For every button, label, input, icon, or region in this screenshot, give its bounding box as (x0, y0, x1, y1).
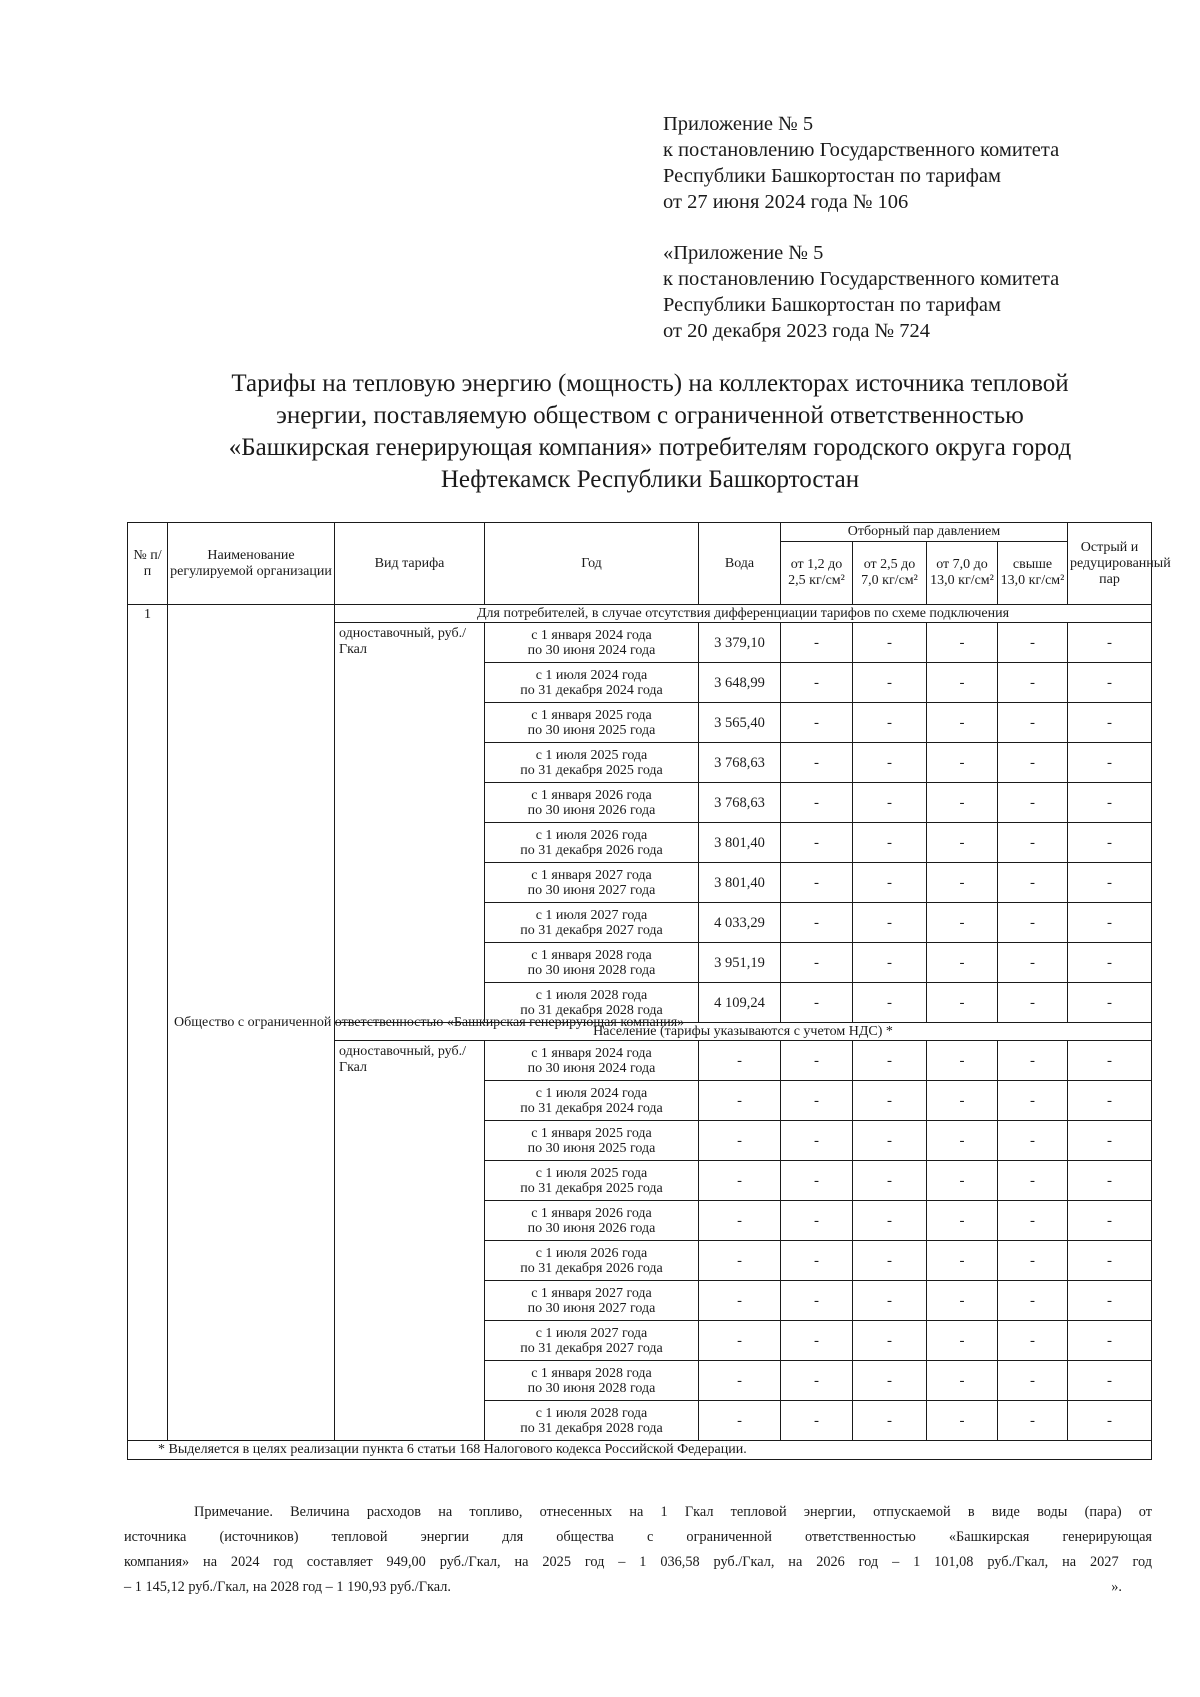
period-end: по 31 декабря 2024 года (520, 1100, 663, 1116)
steam-value: - (998, 703, 1068, 743)
steam-value: - (853, 1121, 927, 1161)
steam-value: - (998, 823, 1068, 863)
water-value: - (699, 1241, 781, 1281)
sharp-steam-value: - (1068, 1161, 1152, 1201)
water-value: - (699, 1041, 781, 1081)
water-value: 3 648,99 (699, 663, 781, 703)
steam-value: - (781, 743, 853, 783)
footnote: * Выделяется в целях реализации пункта 6 статьи 168 Налогового кодекса Российской Федерации. (128, 1441, 1152, 1460)
period-cell (485, 1321, 699, 1361)
water-value: - (699, 1161, 781, 1201)
steam-value: - (927, 823, 998, 863)
water-value: 3 379,10 (699, 623, 781, 663)
steam-value: - (781, 1161, 853, 1201)
steam-value: - (927, 943, 998, 983)
period-cell (485, 943, 699, 983)
steam-value: - (781, 703, 853, 743)
header-steam-group: Отборный пар давлением (781, 523, 1068, 542)
period-start: с 1 июля 2024 года (535, 1085, 648, 1101)
organization-name: Общество с ограниченной ответственностью «Башкирская генерирующая компания» (168, 605, 335, 1441)
steam-value: - (781, 1241, 853, 1281)
attachment-line: от 20 декабря 2023 года № 724 (663, 320, 930, 342)
sharp-steam-value: - (1068, 1401, 1152, 1441)
period-end: по 31 декабря 2028 года (520, 1420, 663, 1436)
steam-value: - (927, 983, 998, 1023)
steam-value: - (998, 1201, 1068, 1241)
period-end: по 30 июня 2027 года (527, 1300, 656, 1316)
period-end: по 30 июня 2024 года (527, 1060, 656, 1076)
period-start: с 1 января 2024 года (531, 1045, 652, 1061)
header-water: Вода (699, 523, 781, 605)
attachment-header-previous (663, 240, 1163, 344)
period-start: с 1 июля 2026 года (535, 1245, 648, 1261)
steam-value: - (781, 663, 853, 703)
sharp-steam-value: - (1068, 1201, 1152, 1241)
tariff-type: одноставочный, руб./Гкал (335, 623, 485, 1023)
sharp-steam-value: - (1068, 1121, 1152, 1161)
steam-value: - (781, 863, 853, 903)
tariff-type: одноставочный, руб./Гкал (335, 1041, 485, 1441)
steam-value: - (853, 823, 927, 863)
steam-value: - (853, 1241, 927, 1281)
period-end: по 31 декабря 2025 года (520, 1180, 663, 1196)
period-start: с 1 января 2028 года (531, 1365, 652, 1381)
period-start: с 1 января 2026 года (531, 1205, 652, 1221)
section-title: Для потребителей, в случае отсутствия дифференциации тарифов по схеме подключения (335, 605, 1152, 623)
steam-value: - (927, 623, 998, 663)
title-line: Нефтекамск Республики Башкортостан (440, 466, 860, 493)
section-title: Население (тарифы указываются с учетом НДС) * (335, 1023, 1152, 1041)
steam-value: - (927, 1361, 998, 1401)
period-start: с 1 января 2025 года (531, 1125, 652, 1141)
steam-value: - (998, 863, 1068, 903)
closing-quote: ». (1111, 1579, 1122, 1595)
period-start: с 1 июля 2027 года (535, 907, 648, 923)
attachment-line: Приложение № 5 (663, 113, 814, 135)
period-cell (485, 1041, 699, 1081)
steam-value: - (781, 903, 853, 943)
period-end: по 30 июня 2025 года (527, 1140, 656, 1156)
period-cell (485, 663, 699, 703)
period-end: по 31 декабря 2025 года (520, 762, 663, 778)
period-cell (485, 1201, 699, 1241)
steam-value: - (781, 1401, 853, 1441)
period-end: по 31 декабря 2024 года (520, 682, 663, 698)
water-value: - (699, 1321, 781, 1361)
footnote-row (128, 1441, 1152, 1460)
document-title (150, 368, 1150, 496)
steam-value: - (781, 783, 853, 823)
sharp-steam-value: - (1068, 1241, 1152, 1281)
row-number: 1 (128, 605, 168, 1441)
period-end: по 30 июня 2028 года (527, 1380, 656, 1396)
header-organization: Наименование регулируемой организации (168, 523, 335, 605)
sharp-steam-value: - (1068, 1361, 1152, 1401)
header-steam-4: свыше 13,0 кг/см² (998, 542, 1068, 605)
steam-value: - (927, 663, 998, 703)
header-steam-3: от 7,0 до 13,0 кг/см² (927, 542, 998, 605)
period-cell (485, 743, 699, 783)
note-line: источника (источников) тепловой энергии для общества с ограниченной ответственностью «Башкирская генерирующая (124, 1529, 1152, 1545)
sharp-steam-value: - (1068, 863, 1152, 903)
period-cell (485, 1241, 699, 1281)
steam-value: - (998, 1241, 1068, 1281)
steam-value: - (998, 1321, 1068, 1361)
attachment-line: Республики Башкортостан по тарифам (663, 165, 1001, 187)
water-value: 3 951,19 (699, 943, 781, 983)
period-end: по 30 июня 2026 года (527, 1220, 656, 1236)
steam-value: - (998, 1081, 1068, 1121)
water-value: - (699, 1361, 781, 1401)
sharp-steam-value: - (1068, 983, 1152, 1023)
tariff-table-body (128, 605, 1152, 1460)
steam-value: - (853, 1041, 927, 1081)
note-last-line-wrap (124, 1575, 1152, 1600)
period-end: по 31 декабря 2026 года (520, 842, 663, 858)
period-end: по 30 июня 2028 года (527, 962, 656, 978)
steam-value: - (853, 1361, 927, 1401)
steam-value: - (998, 1161, 1068, 1201)
period-cell (485, 1081, 699, 1121)
period-start: с 1 января 2025 года (531, 707, 652, 723)
section-row (128, 605, 1152, 623)
sharp-steam-value: - (1068, 903, 1152, 943)
period-start: с 1 июля 2026 года (535, 827, 648, 843)
steam-value: - (998, 663, 1068, 703)
sharp-steam-value: - (1068, 703, 1152, 743)
period-start: с 1 января 2026 года (531, 787, 652, 803)
period-cell (485, 1161, 699, 1201)
steam-value: - (781, 943, 853, 983)
period-cell (485, 903, 699, 943)
steam-value: - (927, 1281, 998, 1321)
steam-value: - (781, 1121, 853, 1161)
period-end: по 31 декабря 2026 года (520, 1260, 663, 1276)
period-cell (485, 703, 699, 743)
steam-value: - (927, 1241, 998, 1281)
title-line: энергии, поставляемую обществом с ограниченной ответственностью (276, 402, 1024, 429)
water-value: - (699, 1281, 781, 1321)
attachment-line: Республики Башкортостан по тарифам (663, 294, 1001, 316)
steam-value: - (781, 1361, 853, 1401)
steam-value: - (927, 703, 998, 743)
steam-value: - (853, 623, 927, 663)
period-cell (485, 623, 699, 663)
period-cell (485, 863, 699, 903)
attachment-line: «Приложение № 5 (663, 242, 824, 264)
steam-value: - (781, 1281, 853, 1321)
water-value: 3 801,40 (699, 863, 781, 903)
period-start: с 1 июля 2028 года (535, 1405, 648, 1421)
steam-value: - (853, 1401, 927, 1441)
water-value: - (699, 1201, 781, 1241)
steam-value: - (998, 943, 1068, 983)
sharp-steam-value: - (1068, 823, 1152, 863)
period-start: с 1 июля 2028 года (535, 987, 648, 1003)
steam-value: - (853, 743, 927, 783)
sharp-steam-value: - (1068, 1041, 1152, 1081)
steam-value: - (998, 1041, 1068, 1081)
period-cell (485, 783, 699, 823)
attachment-line: к постановлению Государственного комитета (663, 268, 1060, 290)
steam-value: - (853, 1161, 927, 1201)
period-start: с 1 июля 2024 года (535, 667, 648, 683)
period-start: с 1 января 2027 года (531, 867, 652, 883)
note (124, 1500, 1152, 1600)
steam-value: - (998, 783, 1068, 823)
steam-value: - (927, 743, 998, 783)
water-value: 3 768,63 (699, 783, 781, 823)
steam-value: - (781, 1041, 853, 1081)
header-year: Год (485, 523, 699, 605)
steam-value: - (853, 1281, 927, 1321)
period-start: с 1 января 2024 года (531, 627, 652, 643)
steam-value: - (998, 1361, 1068, 1401)
sharp-steam-value: - (1068, 1281, 1152, 1321)
attachment-line: от 27 июня 2024 года № 106 (663, 191, 909, 213)
note-line: Примечание. Величина расходов на топливо, отнесенных на 1 Гкал тепловой энергии, отпускаемой в виде воды (пара) от (194, 1504, 1152, 1520)
steam-value: - (853, 1321, 927, 1361)
title-line: Тарифы на тепловую энергию (мощность) на коллекторах источника тепловой (231, 370, 1069, 397)
water-value: - (699, 1081, 781, 1121)
steam-value: - (927, 1161, 998, 1201)
water-value: 4 033,29 (699, 903, 781, 943)
note-line: компания» на 2024 год составляет 949,00 руб./Гкал, на 2025 год – 1 036,58 руб./Гкал, на 2026 год – 1 101,08 руб./Гкал, на 2027 год (124, 1554, 1152, 1570)
steam-value: - (927, 863, 998, 903)
period-end: по 30 июня 2025 года (527, 722, 656, 738)
water-value: - (699, 1401, 781, 1441)
sharp-steam-value: - (1068, 743, 1152, 783)
steam-value: - (781, 983, 853, 1023)
tariff-table (127, 522, 1171, 1460)
period-cell (485, 1361, 699, 1401)
steam-value: - (998, 1121, 1068, 1161)
period-end: по 31 декабря 2027 года (520, 1340, 663, 1356)
water-value: - (699, 1121, 781, 1161)
note-line: – 1 145,12 руб./Гкал, на 2028 год – 1 190,93 руб./Гкал. (124, 1579, 451, 1595)
steam-value: - (998, 1401, 1068, 1441)
water-value: 3 565,40 (699, 703, 781, 743)
steam-value: - (927, 903, 998, 943)
water-value: 3 768,63 (699, 743, 781, 783)
steam-value: - (998, 983, 1068, 1023)
steam-value: - (853, 983, 927, 1023)
steam-value: - (853, 943, 927, 983)
period-end: по 30 июня 2026 года (527, 802, 656, 818)
steam-value: - (927, 1121, 998, 1161)
sharp-steam-value: - (1068, 663, 1152, 703)
period-end: по 31 декабря 2028 года (520, 1002, 663, 1018)
steam-value: - (781, 623, 853, 663)
steam-value: - (927, 1041, 998, 1081)
attachment-header-current (663, 111, 1163, 215)
sharp-steam-value: - (1068, 943, 1152, 983)
steam-value: - (853, 903, 927, 943)
title-line: «Башкирская генерирующая компания» потребителям городского округа город (228, 434, 1072, 461)
steam-value: - (781, 823, 853, 863)
steam-value: - (998, 623, 1068, 663)
steam-value: - (927, 1081, 998, 1121)
period-start: с 1 июля 2027 года (535, 1325, 648, 1341)
period-start: с 1 января 2028 года (531, 947, 652, 963)
period-cell (485, 823, 699, 863)
steam-value: - (853, 1081, 927, 1121)
sharp-steam-value: - (1068, 623, 1152, 663)
steam-value: - (927, 783, 998, 823)
header-steam-1: от 1,2 до 2,5 кг/см² (781, 542, 853, 605)
steam-value: - (998, 1281, 1068, 1321)
water-value: 4 109,24 (699, 983, 781, 1023)
period-end: по 30 июня 2027 года (527, 882, 656, 898)
period-end: по 31 декабря 2027 года (520, 922, 663, 938)
steam-value: - (781, 1201, 853, 1241)
steam-value: - (927, 1401, 998, 1441)
steam-value: - (853, 663, 927, 703)
steam-value: - (853, 1201, 927, 1241)
steam-value: - (998, 903, 1068, 943)
header-sharp-steam: Острый и редуцированный пар (1068, 523, 1152, 605)
period-cell (485, 1121, 699, 1161)
period-end: по 30 июня 2024 года (527, 642, 656, 658)
steam-value: - (853, 863, 927, 903)
steam-value: - (998, 743, 1068, 783)
period-start: с 1 января 2027 года (531, 1285, 652, 1301)
header-num: № п/п (128, 523, 168, 605)
steam-value: - (853, 783, 927, 823)
sharp-steam-value: - (1068, 1321, 1152, 1361)
steam-value: - (927, 1321, 998, 1361)
steam-value: - (781, 1081, 853, 1121)
sharp-steam-value: - (1068, 783, 1152, 823)
header-tariff-type: Вид тарифа (335, 523, 485, 605)
period-start: с 1 июля 2025 года (535, 1165, 648, 1181)
steam-value: - (927, 1201, 998, 1241)
steam-value: - (781, 1321, 853, 1361)
period-start: с 1 июля 2025 года (535, 747, 648, 763)
steam-value: - (853, 703, 927, 743)
sharp-steam-value: - (1068, 1081, 1152, 1121)
period-cell (485, 1281, 699, 1321)
header-steam-2: от 2,5 до 7,0 кг/см² (853, 542, 927, 605)
attachment-line: к постановлению Государственного комитета (663, 139, 1060, 161)
water-value: 3 801,40 (699, 823, 781, 863)
period-cell (485, 1401, 699, 1441)
